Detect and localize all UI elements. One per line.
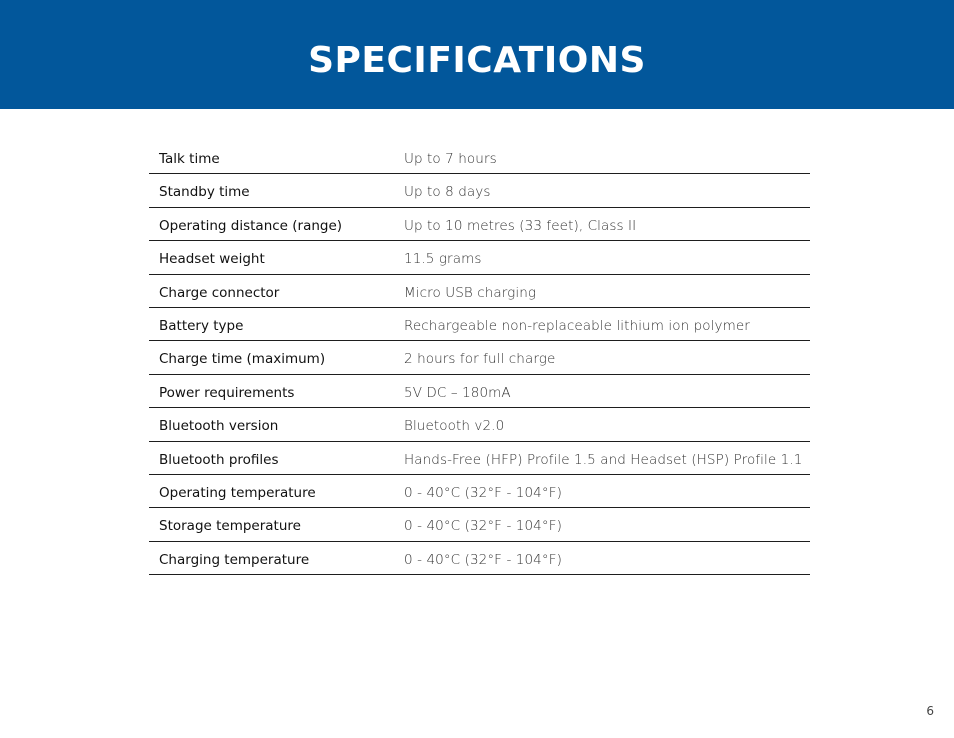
- spec-label: Battery type: [159, 317, 244, 334]
- spec-value: Rechargeable non-replaceable lithium ion polymer: [404, 317, 750, 334]
- spec-value: Micro USB charging: [404, 284, 537, 301]
- spec-value: 0 - 40°C (32°F - 104°F): [404, 518, 562, 535]
- spec-row: [149, 208, 810, 241]
- spec-label: Bluetooth profiles: [159, 451, 279, 468]
- spec-row: [149, 475, 810, 508]
- spec-row: [149, 508, 810, 541]
- spec-row: [149, 308, 810, 341]
- spec-value: Hands-Free (HFP) Profile 1.5 and Headset (HSP) Profile 1.1: [404, 451, 803, 468]
- spec-value: 2 hours for full charge: [404, 351, 556, 368]
- spec-row: [149, 275, 810, 308]
- spec-value: 0 - 40°C (32°F - 104°F): [404, 551, 562, 568]
- spec-row: [149, 341, 810, 374]
- spec-value: 11.5 grams: [404, 251, 482, 268]
- spec-label: Power requirements: [159, 384, 295, 401]
- spec-row: [149, 442, 810, 475]
- spec-label: Bluetooth version: [159, 418, 279, 435]
- spec-value: 5V DC – 180mA: [404, 384, 511, 401]
- spec-label: Storage temperature: [159, 518, 301, 535]
- spec-row: [149, 542, 810, 575]
- spec-row: [149, 408, 810, 441]
- spec-label: Operating distance (range): [159, 217, 343, 234]
- spec-label: Headset weight: [159, 251, 265, 268]
- spec-row: [149, 141, 810, 174]
- spec-table: [149, 141, 810, 575]
- spec-label: Operating temperature: [159, 484, 316, 501]
- spec-row: [149, 241, 810, 274]
- spec-value: Bluetooth v2.0: [404, 418, 505, 435]
- spec-label: Standby time: [159, 184, 250, 201]
- spec-label: Charge time (maximum): [159, 351, 326, 368]
- spec-label: Charge connector: [159, 284, 280, 301]
- spec-value: 0 - 40°C (32°F - 104°F): [404, 484, 562, 501]
- spec-row: [149, 375, 810, 408]
- page-number: 6: [926, 704, 934, 718]
- spec-value: Up to 10 metres (33 feet), Class II: [404, 217, 637, 234]
- spec-label: Charging temperature: [159, 551, 310, 568]
- spec-row: [149, 174, 810, 207]
- spec-value: Up to 7 hours: [404, 151, 497, 167]
- spec-label: Talk time: [159, 151, 220, 167]
- spec-value: Up to 8 days: [404, 184, 491, 201]
- page-title: SPECIFICATIONS: [308, 40, 646, 81]
